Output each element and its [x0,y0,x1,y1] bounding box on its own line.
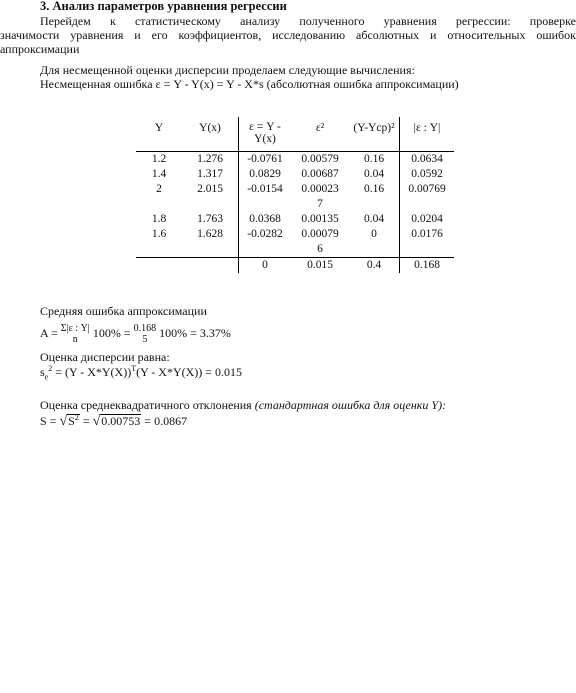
intro-line-1: Перейдем к статистическому анализу полученного уравнения регрессии: проверке [40,14,576,28]
table-row [136,182,454,197]
radicand-1-sup: 2 [74,413,79,422]
residuals-table [136,117,454,273]
table-cell: 0.04 [363,213,385,225]
table-cell [400,242,455,258]
table-row [136,227,454,242]
fraction-1 [61,323,90,345]
col-relative-error: |ε : Y| [400,117,455,152]
table-row [136,152,454,168]
table-cell [239,197,292,212]
table-cell: 0.015 [307,259,333,271]
table-cell [349,242,400,258]
table-row [136,212,454,227]
table-cell: 0.00079 [301,228,339,240]
table-row [136,167,454,182]
table-cell: 0.16 [363,153,385,165]
std-label-plain: Оценка среднеквадратичного отклонения [40,398,255,412]
table-cell: 0.0176 [400,227,455,242]
table-cell: -0.0761 [239,152,292,168]
avg-error-mid: 100% = [92,326,131,340]
table-cell: 1.317 [197,168,223,180]
table-cell: 0 [371,228,377,240]
table-cell: 7 [317,198,323,210]
table-cell [182,197,239,212]
table-cell [182,242,239,258]
table-cell: 0.00135 [301,213,339,225]
fraction-2-numerator: 0.168 [133,323,157,335]
radicand-1 [67,414,80,428]
table-total-row [136,258,454,274]
variance-symbol: s [40,365,45,379]
table-cell: 0.00769 [400,182,455,197]
intro-line-2: значимости уравнения и его коэффициентов, исследованию абсолютных и относительных ошибок [0,28,576,42]
table-cell: 1.4 [151,168,167,180]
table-cell: 1.628 [197,228,223,240]
table-cell [400,197,455,212]
table-cell [136,242,182,258]
table-cell: -0.0282 [239,227,292,242]
error-definition: Несмещенная ошибка ε = Y - Y(x) = Y - X*s (абсолютная ошибка аппроксимации) [40,77,459,91]
col-deviation-sq: (Y-Yср)² [353,122,395,134]
std-formula [40,414,187,428]
avg-error-lhs: A = [40,326,58,340]
table-cell [136,258,182,274]
section-heading: 3. Анализ параметров уравнения регрессии [40,0,287,13]
std-rhs: = 0.0867 [141,414,188,428]
table-cell: 0.00579 [301,153,339,165]
table-cell: 2.015 [197,183,223,195]
variance-superscript: 2 [48,364,53,373]
variance-label: Оценка дисперсии равна: [40,350,170,364]
variance-formula [40,364,243,382]
fraction-1-numerator: Σ|ε : Y| [60,323,90,335]
sqrt-sign-2: √ [92,414,101,429]
col-residual-sq: ε² [315,122,325,134]
table-cell [182,258,239,274]
std-lhs: S = [40,414,60,428]
transpose-superscript: T [131,364,137,373]
table-cell: 2 [156,183,162,195]
table-cell: 1.2 [151,153,167,165]
table-cell: 0 [239,258,292,274]
table-cell [349,197,400,212]
table-cell: 0.0829 [239,167,292,182]
table-header-row [136,117,454,152]
variance-subscript: e [44,372,49,382]
table-cell: 0.4 [366,259,382,271]
fraction-2-denominator: 5 [142,334,148,346]
variance-body-1: = (Y - X*Y(X)) [52,365,132,379]
col-yx: Y(x) [199,122,221,134]
std-label-italic: (стандартная ошибка для оценки Y): [254,398,447,412]
col-residual: ε = Y - Y(x) [239,117,292,152]
table-cell: 1.276 [197,153,223,165]
radicand-2: 0.00753 [101,414,141,428]
variance-body-2: (Y - X*Y(X)) = 0.015 [136,365,243,379]
table-cell: 0.04 [363,168,385,180]
table-cell: 0.0592 [400,167,455,182]
table-cell: 0.00687 [301,168,339,180]
table-cell: 0.0634 [400,152,455,168]
table-cell: -0.0154 [239,182,292,197]
table-row [136,197,454,212]
table-cell: 1.8 [151,213,167,225]
table-row [136,242,454,258]
table-cell [136,197,182,212]
variance-intro: Для несмещенной оценки дисперсии проделаем следующие вычисления: [40,63,415,77]
table-cell: 6 [317,243,323,255]
avg-error-formula [40,319,231,347]
radicand-1-value: S [68,414,75,428]
table-cell: 1.6 [151,228,167,240]
avg-error-label: Средняя ошибка аппроксимации [40,304,207,318]
table-cell: 1.763 [197,213,223,225]
table-cell: 0.00023 [301,183,339,195]
avg-error-rhs: 100% = 3.37% [159,326,231,340]
std-mid: = [79,414,93,428]
sqrt-sign-1: √ [59,414,68,429]
table-cell [239,242,292,258]
std-label [40,399,446,412]
fraction-1-denominator: n [72,334,78,346]
intro-line-3: аппроксимации [0,42,80,56]
fraction-2 [134,323,157,345]
table-cell: 0.0368 [239,212,292,227]
table-cell: 0.168 [400,258,455,274]
table-cell: 0.0204 [400,212,455,227]
table-cell: 0.16 [363,183,385,195]
col-y: Y [154,122,164,134]
